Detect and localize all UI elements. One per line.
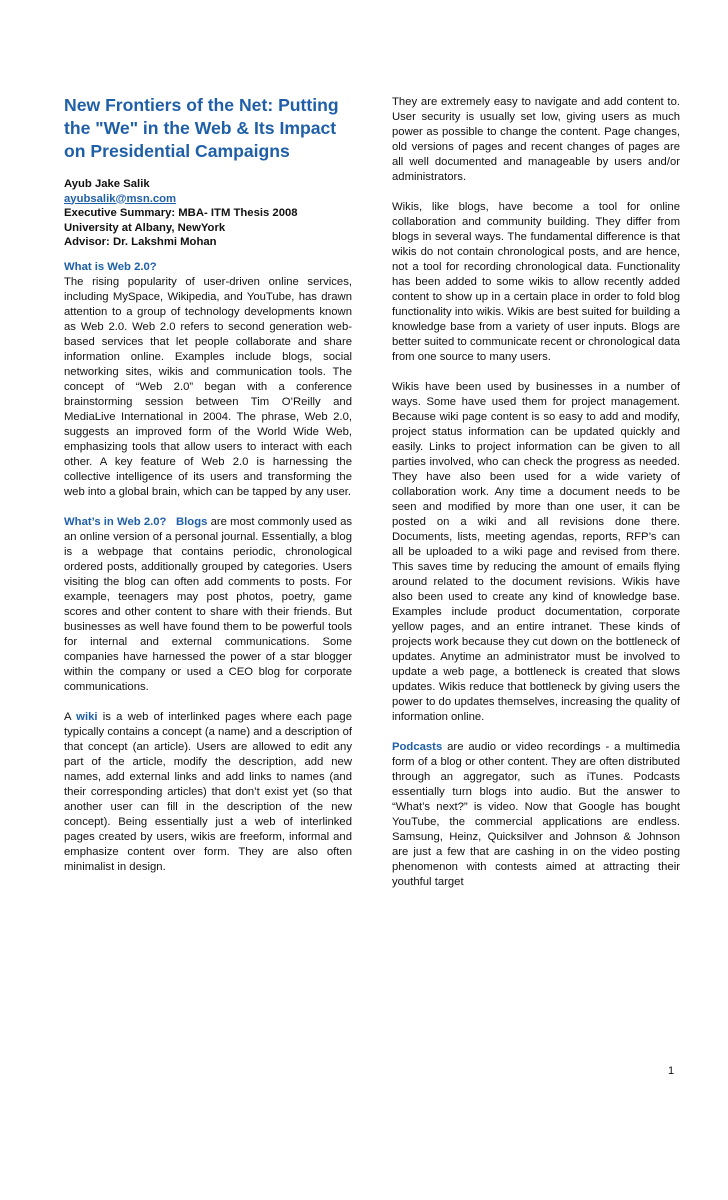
paragraph-text: A [64,710,77,723]
paragraph-text: The rising popularity of user-driven online services, including MySpace, Wikipedia, and YouTube, has drawn attention to a group of technology developments known as Web 2.0. Web 2.0 refers to second generation web-based services that let people collaborate and share information online. Examples include blogs, social networking sites, wikis and communication tools. The concept of “Web 2.0” began with a conference brainstorming session between Tim O’Reilly and MediaLive International in 2004. The phrase, Web 2.0, suggests an improved form of the World Wide Web, emphasizing tools that allow users to interact with each other. A key feature of Web 2.0 is harnessing the collective intelligence of its users and transforming the web into a global brain, which can be tapped by any user. [64,275,352,498]
advisor-line: Advisor: Dr. Lakshmi Mohan [64,236,217,248]
keyword-blogs: Blogs [176,515,208,528]
section-heading-whats-in: What’s in Web 2.0? [64,515,167,528]
university-line: University at Albany, NewYork [64,221,226,234]
author-block [64,177,352,250]
paragraph-wiki-navigation: They are extremely easy to navigate and add content to. User security is usually set low, giving users as much power as possible to change the content. Page changes, old versions of pages and recent changes of pages are all well documented and manageable by users and/or administrators. [392,96,680,183]
left-column [64,94,352,890]
paragraph-podcasts [392,740,680,890]
paragraph-text: are most commonly used as an online version of a personal journal. Essentially, a blog is a webpage that contains periodic, chronological ordered posts, additionally grouped by categories. Users visiting the blog can often add comments to posts. For example, teenagers may post photos, poetry, game scores and other content to share with their friends. But businesses as well have found them to be powerful tools for internal and external communications. Some companies have harnessed the power of a star blogger within the company or used a CEO blog for corporate communications. [64,515,353,693]
page-number: 1 [668,1065,675,1077]
paragraph-wiki [64,710,352,875]
keyword-podcasts: Podcasts [392,741,443,753]
summary-line: Executive Summary: MBA- ITM Thesis 2008 [64,207,298,219]
author-name: Ayub Jake Salik [64,178,150,190]
paragraph-web20-intro [64,275,352,500]
paragraph-wiki-vs-blogs: Wikis, like blogs, have become a tool for online collaboration and community building. They differ from blogs in several ways. The fundamental difference is that wikis do not contain chronological posts, and are hence, not a tool for recording chronological data. Functionality has been added to some wikis to allow recently added content to show up in a certain place in order to fold blog functionality into wikis. Wikis are best suited for building a knowledge base from a variety of user inputs. Blogs are better suited to communicate recent or chronological data from one source to many users. [392,201,680,363]
paragraph-wiki-business: Wikis have been used by businesses in a number of ways. Some have used them for project management. Because wiki page content is so easy to add and modify, project status information can be updated quickly and easily. Links to project information can be given to all parties involved, who can check the progress as needed. They have also been used for a wide variety of collaboration work. Any time a document needs to be seen and modified by more than one user, it can be posted on a wiki and all revisions done there. Documents, lists, meeting agendas, reports, RFP’s can all be uploaded to a wiki page and revised from there. This saves time by reducing the amount of emails flying around related to the document revisions. Wikis have also been used to create any kind of knowledge base. Examples include product documentation, corporate yellow pages, and an entire intranet. These kinds of projects work because they cut down on the bottleneck of updates. Anytime an administrator must be involved to update a web page, a bottleneck is created that slows updates. Wikis reduce that bottleneck by giving users the power to do updates themselves, increasing the quality of information online. [392,381,680,723]
paragraph-text: is a web of interlinked pages where each page typically contains a concept (a name) and a description of that concept (an article). Users are allowed to edit any part of the article, modify the description, add new names, add external links and add links to names (and their corresponding articles) that don’t exist yet (so that another user can fill in the description of the new concept). Being essentially just a web of interlinked pages created by users, wikis are freeform, informal and emphasize content over form. They are also often minimalist in design. [64,710,352,873]
section-heading-web20: What is Web 2.0? [64,260,157,273]
keyword-wiki: wiki [76,710,98,723]
paragraph-text: are audio or video recordings - a multimedia form of a blog or other content. They are often distributed through an aggregator, such as iTunes. Podcasts essentially turn blogs into audio. But the answer to “What’s next?” is video. Now that Google has bought YouTube, the commercial applications are endless. Samsung, Heinz, Quicksilver and Johnson & Johnson are just a few that are cashing in on the video posting phenomenon with contests aimed at attracting their youthful target [392,741,680,888]
paragraph-blogs [64,515,352,695]
paper-title: New Frontiers of the Net: Putting the "We" in the Web & Its Impact on Presidential Campaigns [64,95,339,161]
author-email-link[interactable]: ayubsalik@msn.com [64,192,177,205]
right-column [392,95,680,905]
